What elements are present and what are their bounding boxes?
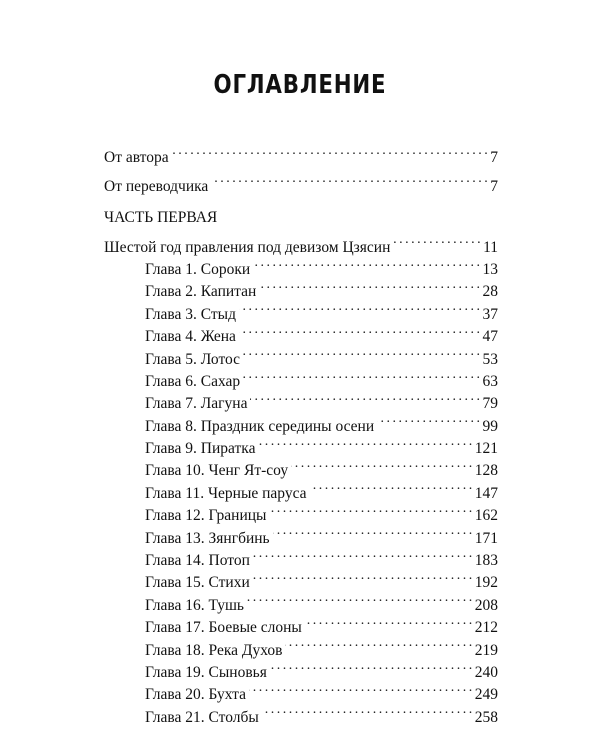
- toc-entry-label: Глава 14. Потоп: [145, 552, 250, 570]
- dot-leader: [310, 475, 472, 497]
- dot-leader: [247, 587, 472, 609]
- dot-leader: [393, 229, 480, 251]
- toc-entry-label: Глава 10. Ченг Ят-соу: [145, 462, 289, 480]
- toc-entry-label: Глава 16. Тушь: [145, 596, 244, 614]
- dot-leader: [239, 296, 480, 318]
- toc-entry-page: 192: [474, 574, 498, 592]
- toc-entry-page: 121: [474, 440, 498, 458]
- toc-entry-page: 212: [474, 619, 498, 637]
- toc-entry-label: Глава 1. Сороки: [145, 260, 251, 278]
- dot-leader: [239, 319, 480, 341]
- toc-entry-label: От переводчика: [104, 177, 209, 195]
- part-heading: ЧАСТЬ ПЕРВАЯ: [104, 208, 218, 226]
- toc-entry-page: 249: [474, 686, 498, 704]
- dot-leader: [249, 677, 472, 699]
- toc-entry-page: 37: [482, 305, 498, 323]
- toc-entry-label: Глава 13. Зянгбинь: [145, 529, 270, 547]
- dot-leader: [291, 453, 472, 475]
- toc-entry-page: 240: [474, 663, 498, 681]
- dot-leader: [253, 252, 479, 274]
- toc-entry-page: 128: [474, 462, 498, 480]
- chapter-list: [104, 252, 498, 726]
- toc-entry-page: 79: [482, 395, 498, 413]
- toc-entry-translator: [104, 168, 498, 195]
- toc-entry-page: 11: [483, 238, 498, 256]
- toc-entry-label: Глава 19. Сыновья: [145, 663, 267, 681]
- toc-entry-label: Глава 21. Столбы: [145, 708, 259, 726]
- toc-entry-label: Глава 5. Лотос: [145, 350, 241, 368]
- toc-entry-label: Глава 2. Капитан: [145, 283, 257, 301]
- toc-entry-page: 258: [474, 708, 498, 726]
- toc-entry-label: Глава 20. Бухта: [145, 686, 246, 704]
- toc-entry-page: 53: [482, 350, 498, 368]
- toc-entry-label: Глава 4. Жена: [145, 328, 236, 346]
- toc-entry-page: 7: [490, 149, 498, 167]
- toc-entry-label: Глава 6. Сахар: [145, 372, 241, 390]
- toc-entry-part: [104, 229, 498, 256]
- toc-entry-label: Глава 9. Пиратка: [145, 440, 256, 458]
- toc-entry-label: Глава 12. Границы: [145, 507, 267, 525]
- toc-entry-page: 147: [474, 484, 498, 502]
- dot-leader: [285, 632, 471, 654]
- dot-leader: [273, 520, 472, 542]
- page-title: ОГЛАВЛЕНИЕ: [213, 70, 387, 100]
- dot-leader: [305, 610, 472, 632]
- dot-leader: [258, 431, 471, 453]
- toc-entry-label: Глава 8. Праздник середины осени: [145, 417, 375, 435]
- toc-entry-label: Глава 7. Лагуна: [145, 395, 248, 413]
- dot-leader: [262, 699, 472, 721]
- toc-entry-page: 28: [482, 283, 498, 301]
- toc-entry-page: 99: [482, 417, 498, 435]
- toc-entry-page: 63: [482, 372, 498, 390]
- dot-leader: [253, 565, 472, 587]
- toc-entry-page: 208: [474, 596, 498, 614]
- toc-entry-page: 47: [482, 328, 498, 346]
- toc-entry-page: 171: [474, 529, 498, 547]
- dot-leader: [270, 655, 472, 677]
- toc-entry-label: От автора: [104, 149, 169, 167]
- dot-leader: [243, 364, 479, 386]
- toc-entry-label: Глава 3. Стыд: [145, 305, 236, 323]
- dot-leader: [243, 341, 479, 363]
- dot-leader: [250, 386, 479, 408]
- table-of-contents: [104, 140, 498, 726]
- toc-entry-page: 162: [474, 507, 498, 525]
- toc-entry-label: Шестой год правления под девизом Цзясин: [104, 238, 391, 256]
- toc-entry-author: [104, 140, 498, 167]
- toc-entry-page: 7: [490, 177, 498, 195]
- dot-leader: [172, 140, 488, 162]
- toc-entry-page: 219: [474, 641, 498, 659]
- toc-entry-label: Глава 15. Стихи: [145, 574, 250, 592]
- toc-entry-label: Глава 17. Боевые слоны: [145, 619, 302, 637]
- dot-leader: [377, 408, 479, 430]
- dot-leader: [253, 543, 472, 565]
- dot-leader: [211, 168, 487, 190]
- dot-leader: [269, 498, 471, 520]
- dot-leader: [259, 274, 479, 296]
- toc-entry-page: 183: [474, 552, 498, 570]
- toc-entry-page: 13: [482, 260, 498, 278]
- toc-entry-label: Глава 18. Река Духов: [145, 641, 283, 659]
- toc-entry-label: Глава 11. Черные паруса: [145, 484, 307, 502]
